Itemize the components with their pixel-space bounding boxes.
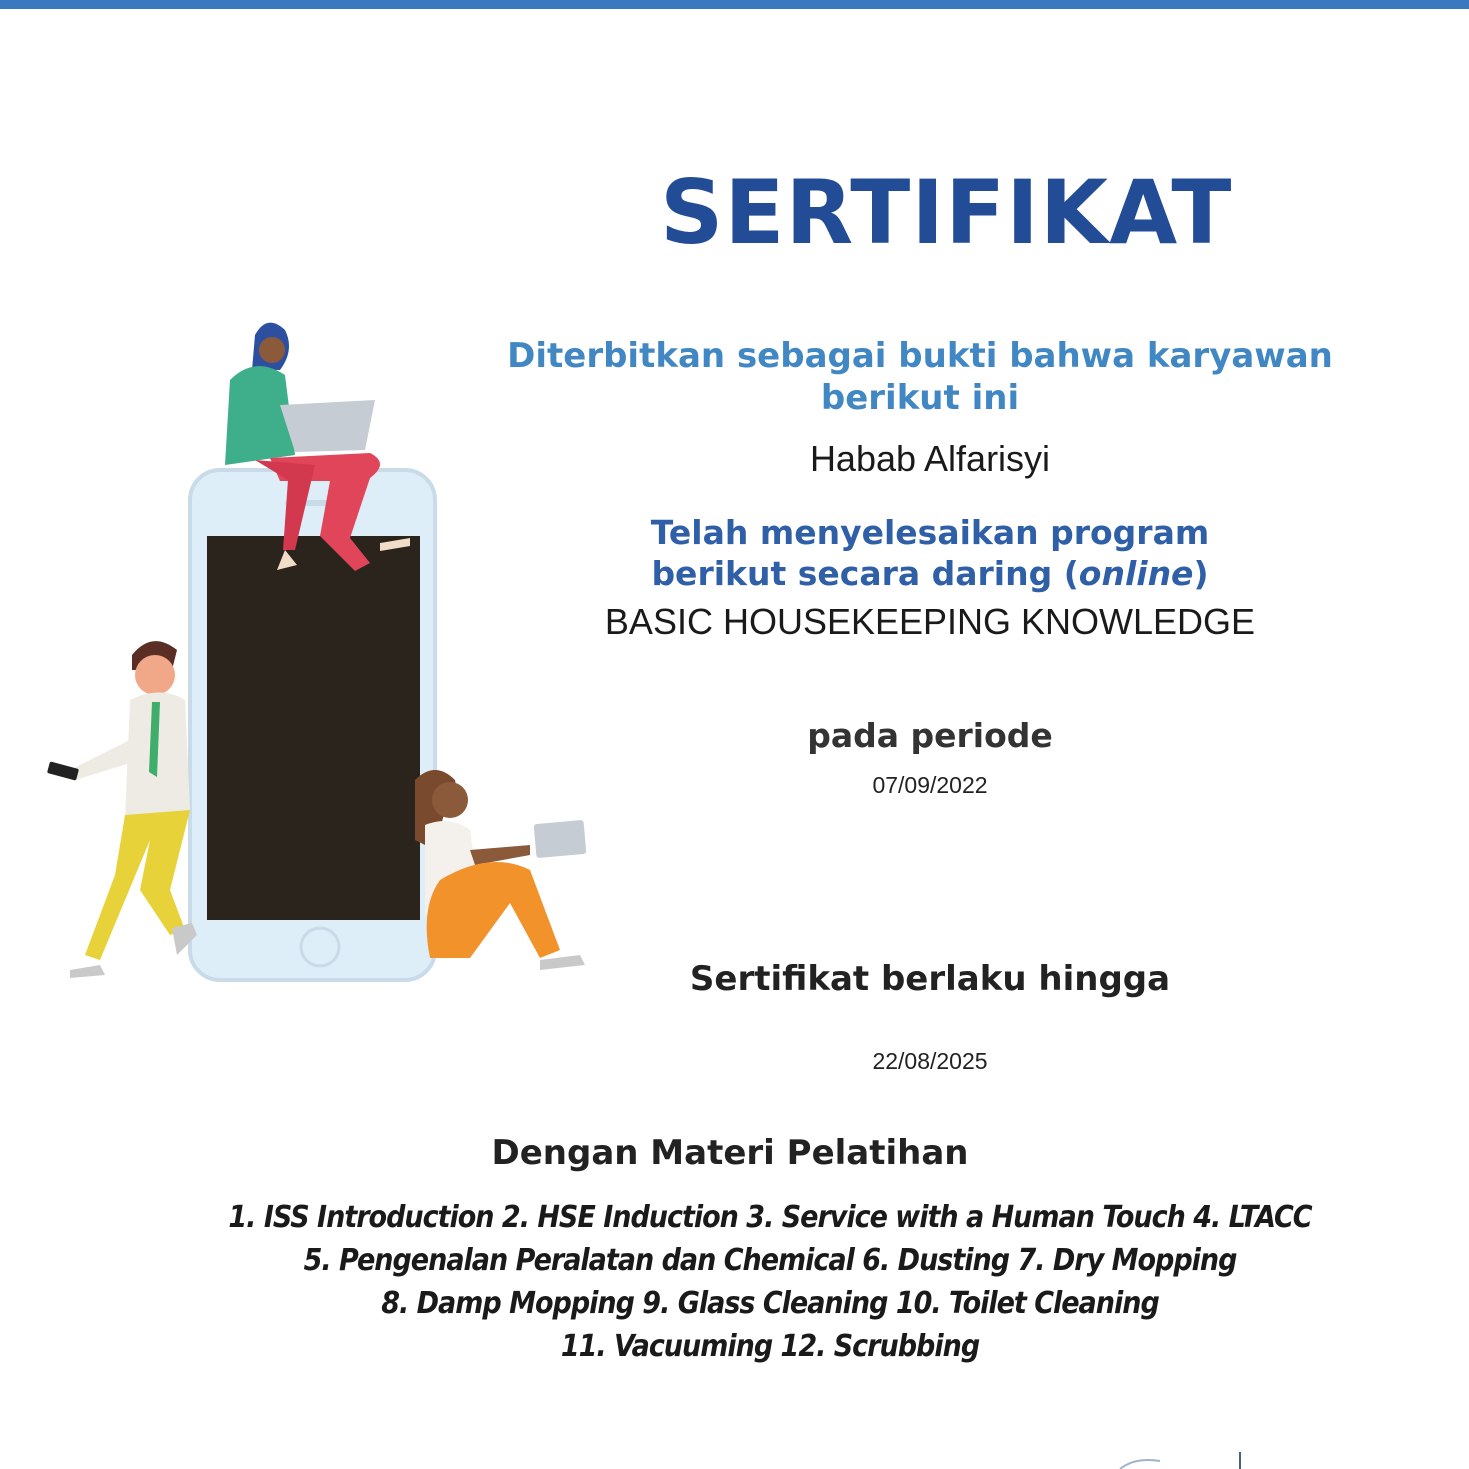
materials-line: 1. ISS Introduction 2. HSE Induction 3. Service with a Human Touch 4. LTACC bbox=[228, 1200, 1312, 1235]
completed-line-2-suffix: ) bbox=[1193, 554, 1209, 593]
completed-line-1: Telah menyelesaikan program bbox=[650, 513, 1210, 552]
valid-until-label: Sertifikat berlaku hingga bbox=[689, 959, 1171, 999]
period-label: pada periode bbox=[807, 716, 1053, 755]
recipient-name: Habab Alfarisyi bbox=[809, 438, 1051, 479]
completed-line-2-emphasis: online bbox=[1078, 554, 1194, 593]
period-date: 07/09/2022 bbox=[872, 772, 988, 798]
woman-with-tablet-figure bbox=[415, 770, 586, 970]
materials-line: 11. Vacuuming 12. Scrubbing bbox=[560, 1329, 980, 1364]
bottom-decoration bbox=[1100, 1440, 1260, 1469]
completed-text bbox=[560, 512, 1300, 594]
man-with-phone-figure bbox=[47, 641, 197, 978]
materials-list bbox=[100, 1196, 1440, 1368]
issued-text: Diterbitkan sebagai bukti bahwa karyawan berikut ini bbox=[507, 336, 1333, 418]
program-name: BASIC HOUSEKEEPING KNOWLEDGE bbox=[604, 601, 1256, 642]
top-border-bar bbox=[0, 0, 1469, 9]
completed-line-2-prefix: berikut secara daring ( bbox=[651, 554, 1079, 593]
materials-label: Dengan Materi Pelatihan bbox=[491, 1133, 969, 1173]
certificate-title: SERTIFIKAT bbox=[660, 161, 1233, 264]
materials-line: 5. Pengenalan Peralatan dan Chemical 6. Dusting 7. Dry Mopping bbox=[303, 1243, 1237, 1278]
valid-until-date: 22/08/2025 bbox=[872, 1048, 988, 1074]
materials-line: 8. Damp Mopping 9. Glass Cleaning 10. Toilet Cleaning bbox=[381, 1286, 1159, 1321]
